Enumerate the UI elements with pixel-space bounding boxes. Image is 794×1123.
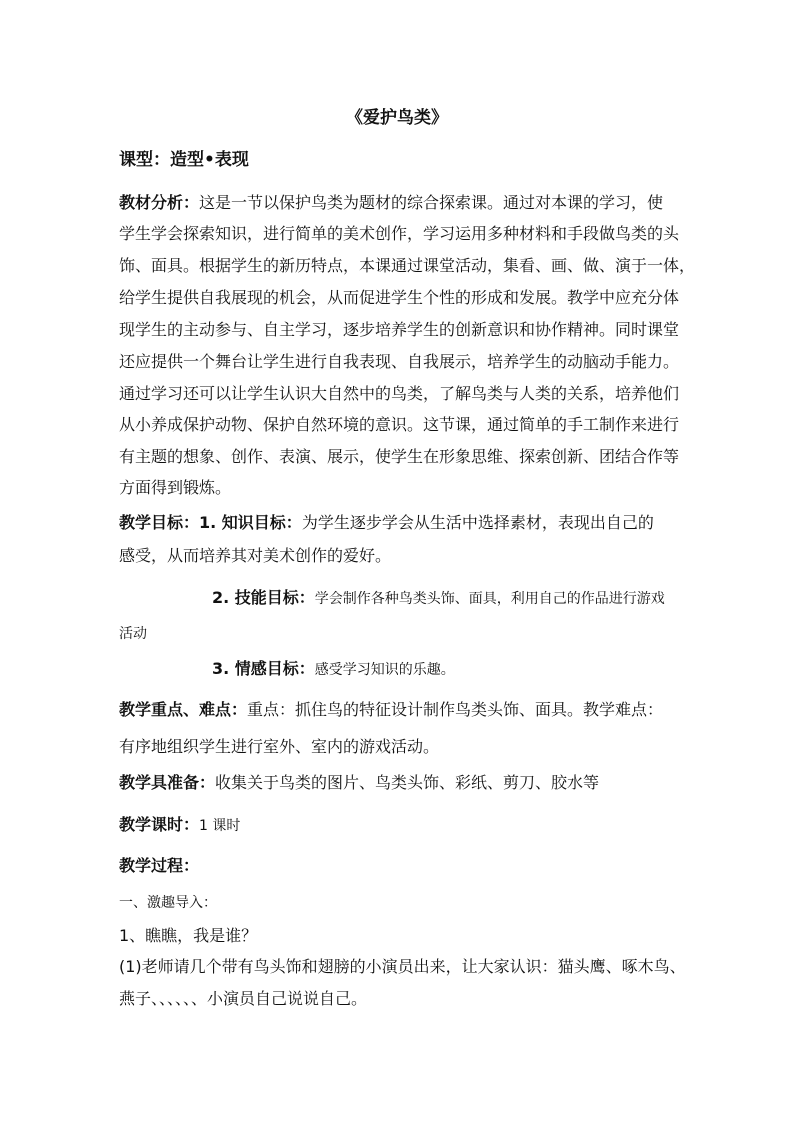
- hours-text: 1 课时: [199, 818, 241, 834]
- lesson-type-line: [119, 150, 249, 170]
- skill-goal-line: [212, 588, 665, 609]
- process-line-4: 燕子、、、、、、小演员自己说说自己。: [119, 989, 368, 1008]
- key-points-text: 重点：抓住鸟的特征设计制作鸟类头饰、面具。教学难点：: [247, 700, 664, 719]
- analysis-line-9: 有主题的想象、创作、表演、展示，使学生在形象思维、探索创新、团结合作等: [119, 447, 680, 466]
- document-title: 《爱护鸟类》: [346, 108, 448, 128]
- key-points-line-1: [119, 700, 663, 720]
- tools-label: 教学具准备：: [119, 773, 216, 792]
- analysis-line-7: 通过学习还可以让学生认识大自然中的鸟类，了解鸟类与人类的关系，培养他们: [119, 384, 680, 403]
- analysis-line-3: 饰、面具。根据学生的新历特点，本课通过课堂活动，集看、画、做、演于一体，: [119, 256, 696, 275]
- analysis-line-6: 还应提供一个舞台让学生进行自我表现、自我展示，培养学生的动脑动手能力。: [119, 352, 680, 371]
- lesson-type-value: 造型•表现: [170, 150, 249, 170]
- key-points-label: 教学重点、难点：: [119, 700, 248, 719]
- key-points-line-2: 有序地组织学生进行室外、室内的游戏活动。: [119, 737, 440, 756]
- emotion-goal-text: 感受学习知识的乐趣。: [314, 662, 455, 678]
- knowledge-goal-label: 1. 知识目标：: [199, 513, 302, 532]
- analysis-line-10: 方面得到锻炼。: [119, 478, 232, 497]
- process-line-3: (1)老师请几个带有鸟头饰和翅膀的小演员出来，让大家认识：猫头鹰、啄木鸟、: [119, 957, 686, 976]
- analysis-line-1: [119, 193, 663, 213]
- goals-label: 教学目标：: [119, 513, 200, 532]
- analysis-text: 这是一节以保护鸟类为题材的综合探索课。通过对本课的学习，使: [199, 193, 664, 212]
- goals-line-2: 感受，从而培养其对美术创作的爱好。: [119, 546, 392, 565]
- analysis-line-2: 学生学会探索知识，进行简单的美术创作，学习运用多种材料和手段做鸟类的头: [119, 224, 680, 243]
- analysis-line-4: 给学生提供自我展现的机会，从而促进学生个性的形成和发展。教学中应充分体: [119, 288, 680, 307]
- hours-line: [119, 815, 240, 836]
- hours-label: 教学课时：: [119, 815, 200, 834]
- process-label: 教学过程：: [119, 856, 200, 875]
- analysis-line-8: 从小养成保护动物、保护自然环境的意识。这节课，通过简单的手工制作来进行: [119, 415, 680, 434]
- tools-text: 收集关于鸟类的图片、鸟类头饰、彩纸、剪刀、胶水等: [215, 773, 600, 792]
- skill-goal-text: 学会制作各种鸟类头饰、面具，利用自己的作品进行游戏: [314, 591, 665, 607]
- knowledge-goal-text: 为学生逐步学会从生活中选择素材，表现出自己的: [301, 513, 654, 532]
- process-line-1: 一、激趣导入：: [119, 895, 217, 911]
- emotion-goal-label: 3. 情感目标：: [212, 659, 315, 678]
- skill-goal-label: 2. 技能目标：: [212, 588, 315, 607]
- goals-line-1: [119, 513, 654, 533]
- process-line-2: 1、瞧瞧，我是谁？: [119, 926, 258, 945]
- emotion-goal-line: [212, 659, 455, 680]
- analysis-line-5: 现学生的主动参与、自主学习，逐步培养学生的创新意识和协作精神。同时课堂: [119, 320, 680, 339]
- lesson-type-label: 课型：: [119, 150, 170, 170]
- tools-line: [119, 773, 599, 793]
- skill-goal-line-2: 活动: [119, 626, 147, 642]
- analysis-label: 教材分析：: [119, 193, 200, 212]
